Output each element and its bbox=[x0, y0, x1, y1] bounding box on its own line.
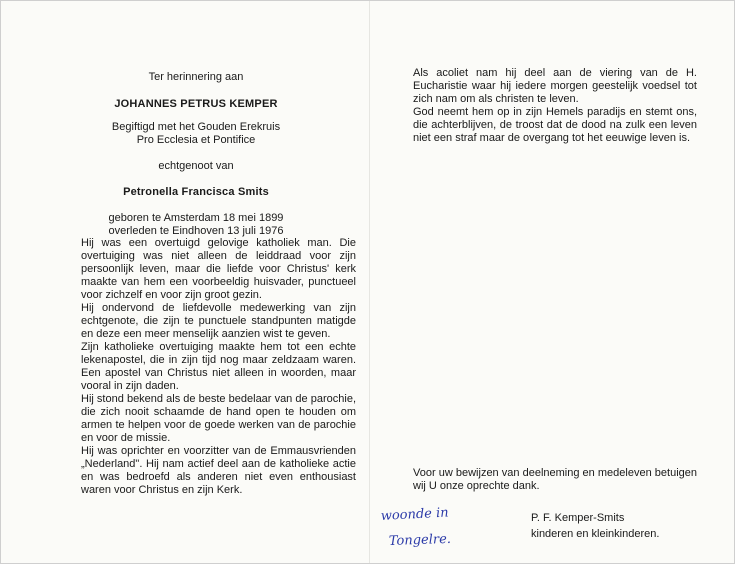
signature-block bbox=[531, 510, 659, 542]
death-line: overleden te Eindhoven 13 juli 1976 bbox=[108, 225, 284, 237]
body-paragraph-5: Hij was oprichter en voorzitter van de Emmausvrienden „Nederland". Hij nam actief deel aan de katholieke actie en was bedroefd als anderen niet even enthousiast waren voor Christus en zijn Kerk. bbox=[81, 445, 356, 496]
card-fold bbox=[369, 1, 370, 563]
left-page-header bbox=[81, 71, 311, 238]
spouse-name: Petronella Francisca Smits bbox=[123, 186, 269, 198]
handwritten-line-2: Tongelre. bbox=[388, 531, 452, 549]
thanks-note bbox=[413, 467, 697, 493]
acolyte-paragraph: Als acoliet nam hij deel aan de viering van de H. Eucharistie waar hij iedere morgen geestelijk voedsel tot zich nam om als christen te leven. bbox=[413, 67, 697, 105]
left-page-body bbox=[81, 237, 356, 497]
thanks-text: Voor uw bewijzen van deelneming en medeleven betuigen wij U onze oprechte dank. bbox=[413, 467, 697, 492]
deceased-name: JOHANNES PETRUS KEMPER bbox=[114, 98, 278, 110]
body-paragraph-4: Hij stond bekend als de beste bedelaar van de parochie, die zich nooit schaamde de hand open te houden om armen te helpen voor de goede werken van de parochie en voor de missie. bbox=[81, 393, 356, 444]
birth-line: geboren te Amsterdam 18 mei 1899 bbox=[108, 212, 284, 224]
body-paragraph-1: Hij was een overtuigd gelovige katholiek man. Die overtuiging was niet alleen de leiddraad voor zijn persoonlijk leven, maar die liefde voor Christus' kerk maakte van hem een voorbeeldig huisvader, punctueel voor zichzelf en voor zijn groot gezin. bbox=[81, 237, 356, 301]
handwritten-line-1: woonde in bbox=[380, 505, 449, 524]
signature-name: P. F. Kemper-Smits bbox=[531, 512, 625, 524]
award-line-2: Pro Ecclesia et Pontifice bbox=[136, 134, 256, 146]
right-page-text bbox=[413, 67, 697, 145]
handwritten-note bbox=[379, 504, 494, 554]
spouse-intro: echtgenoot van bbox=[158, 160, 234, 172]
body-paragraph-2: Hij ondervond de liefdevolle medewerking van zijn echtgenote, die zijn te punctuele standpunten matigde en deze een meer menselijk aanzien wist te geven. bbox=[81, 302, 356, 340]
paradise-paragraph: God neemt hem op in zijn Hemels paradijs en stemt ons, die achterblijven, de troost dat de dood na zulk een leven niet een straf maar de overgang tot het eeuwige leven is. bbox=[413, 106, 697, 144]
signature-family: kinderen en kleinkinderen. bbox=[531, 528, 660, 540]
award-line-1: Begiftigd met het Gouden Erekruis bbox=[111, 121, 281, 133]
body-paragraph-3: Zijn katholieke overtuiging maakte hem tot een echte lekenapostel, die in zijn tijd nog maar zeldzaam waren. Een apostel van Christus niet alleen in woorden, maar vooral in zijn daden. bbox=[81, 341, 356, 392]
intro-text: Ter herinnering aan bbox=[148, 71, 244, 83]
